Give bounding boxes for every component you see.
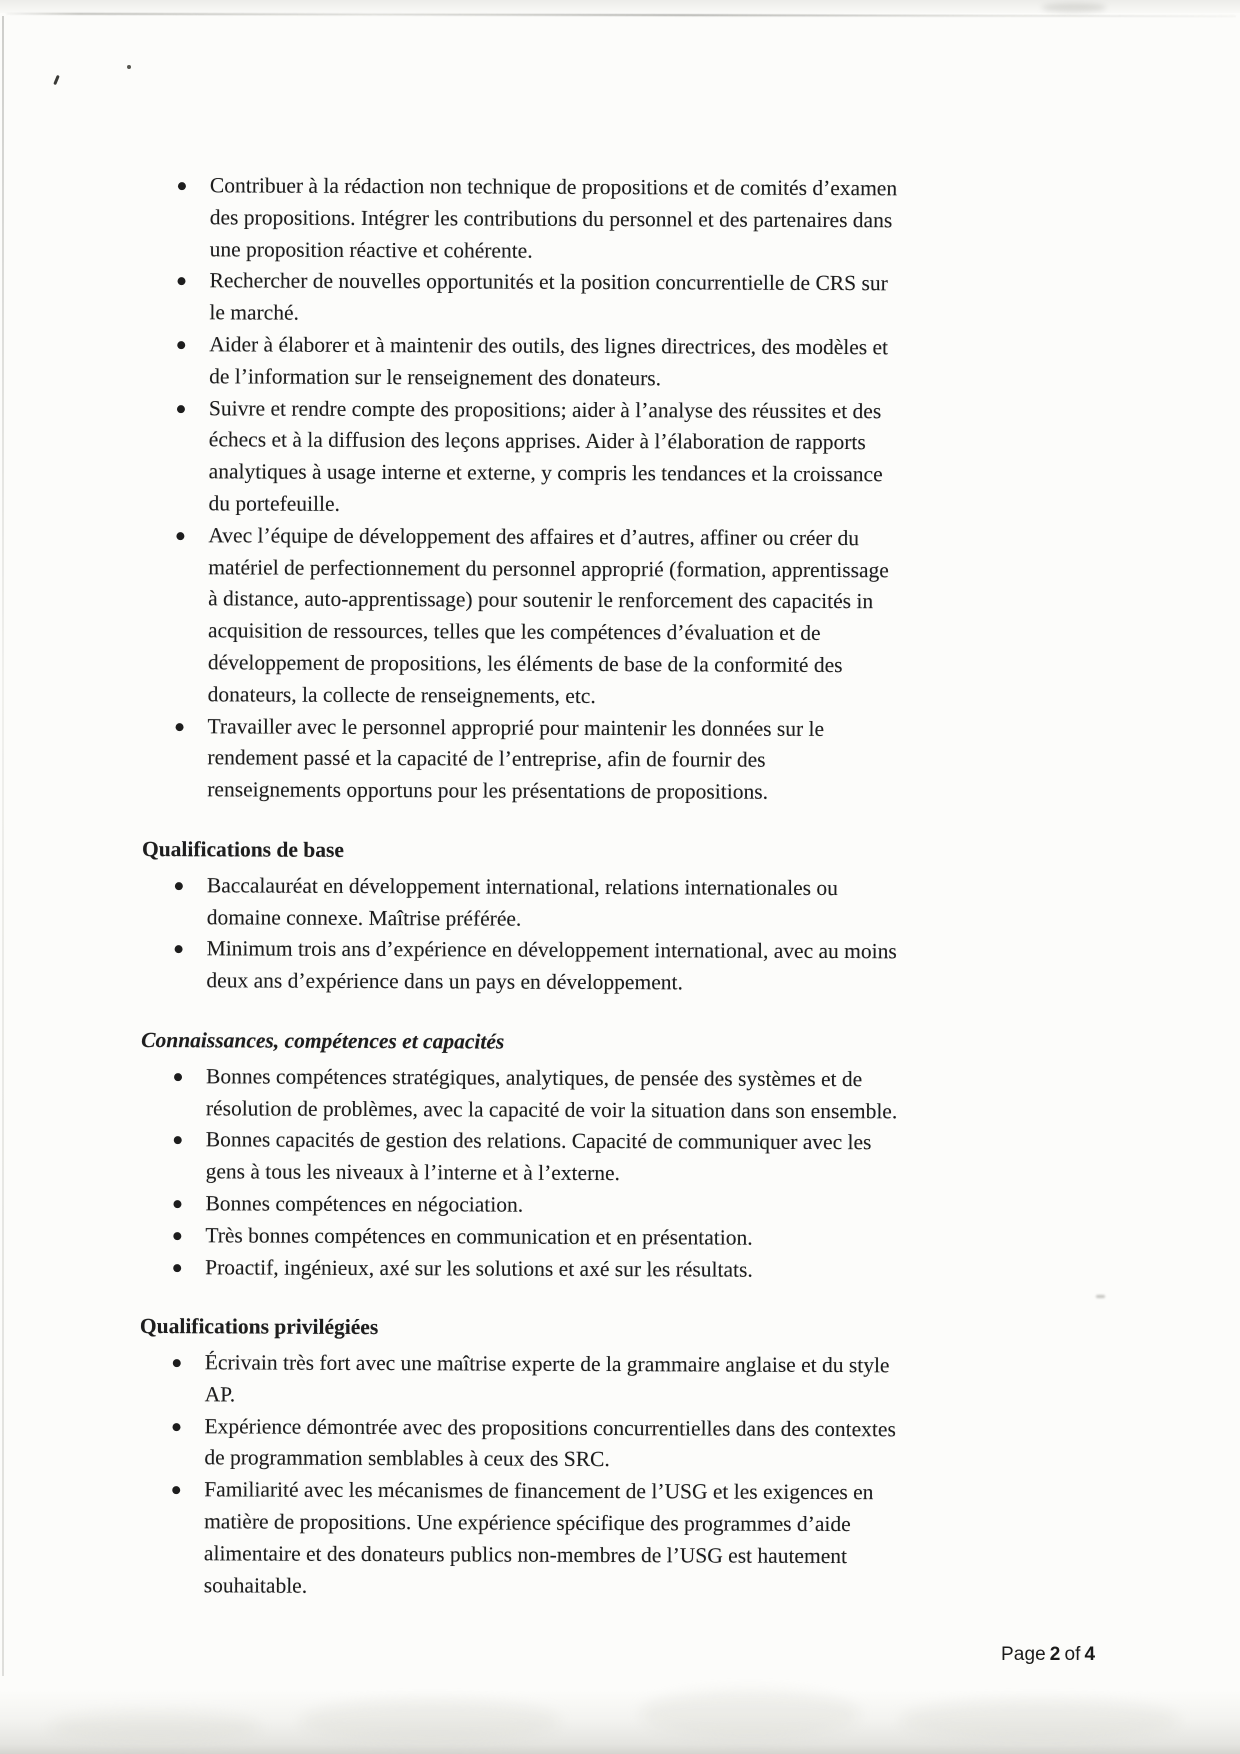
bullet-item xyxy=(142,711,1042,810)
text-line: Aider à élaborer et à maintenir des outils, des lignes directrices, des modèles et xyxy=(209,332,889,360)
footer-page-label: Page xyxy=(1001,1644,1046,1665)
text-line: Bonnes compétences stratégiques, analytiques, de pensée des systèmes et de xyxy=(205,1063,863,1091)
text-line: à distance, auto-apprentissage) pour soutenir le renforcement des capacités in xyxy=(208,586,874,614)
bullet-icon xyxy=(173,1232,181,1240)
text-line: souhaitable. xyxy=(203,1572,308,1598)
text-line: Familiarité avec les mécanismes de financement de l’USG et les exigences en xyxy=(204,1477,874,1505)
scan-blotch xyxy=(900,1700,1180,1740)
scan-edge-top-line xyxy=(6,13,1236,18)
bullet-item xyxy=(142,870,1042,938)
bullet-text xyxy=(205,1220,1040,1255)
text-line: Travailler avec le personnel approprié pour maintenir les données sur le xyxy=(207,713,825,741)
text-line: renseignements opportuns pour les présentations de propositions. xyxy=(207,777,769,804)
document-content xyxy=(139,170,1045,1605)
text-line: Bonnes compétences en négociation. xyxy=(205,1191,524,1217)
text-line: analytiques à usage interne et externe, y compris les tendances et la croissance xyxy=(208,459,883,487)
text-line: Très bonnes compétences en communication et en présentation. xyxy=(205,1222,753,1250)
text-line: une proposition réactive et cohérente. xyxy=(209,236,533,263)
text-line: échecs et à la diffusion des leçons apprises. Aider à l’élaboration de rapports xyxy=(208,427,866,455)
text-line: matériel de perfectionnement du personnel approprié (formation, apprentissage xyxy=(208,554,889,582)
scan-blotch xyxy=(640,1690,860,1738)
text-line: acquisition de ressources, telles que les compétences d’évaluation et de xyxy=(207,618,821,646)
footer-page-number: 2 xyxy=(1049,1644,1061,1665)
bullet-text xyxy=(205,1347,1040,1414)
page-footer xyxy=(1001,1644,1095,1666)
text-line: le marché. xyxy=(209,300,299,325)
bullet-icon xyxy=(177,405,185,413)
text-line: Minimum trois ans d’expérience en développement international, avec au moins xyxy=(206,936,897,964)
bullet-text xyxy=(209,329,1044,396)
section-heading: Qualifications de base xyxy=(141,836,344,862)
bullet-item xyxy=(141,1061,1041,1129)
text-line: Expérience démontrée avec des propositions concurrentielles dans des contextes xyxy=(204,1413,896,1441)
bullet-text xyxy=(205,1252,1040,1287)
bullet-icon xyxy=(172,1423,180,1431)
bullet-icon xyxy=(172,1486,180,1494)
bullet-item xyxy=(139,1474,1040,1605)
text-line: Proactif, ingénieux, axé sur les solutions et axé sur les résultats. xyxy=(205,1254,753,1282)
section-heading: Qualifications privilégiées xyxy=(139,1314,379,1340)
bullet-item xyxy=(140,1188,1040,1224)
scan-blotch xyxy=(300,1700,560,1742)
text-line: gens à tous les niveaux à l’interne et à l’externe. xyxy=(205,1159,620,1186)
text-line: deux ans d’expérience dans un pays en développement. xyxy=(206,968,683,995)
text-line: rendement passé et la capacité de l’entreprise, afin de fournir des xyxy=(207,745,766,773)
text-line: du portefeuille. xyxy=(208,491,340,516)
bullet-item xyxy=(143,393,1044,524)
bullet-item xyxy=(144,265,1044,333)
text-line: matière de propositions. Une expérience spécifique des programmes d’aide xyxy=(204,1509,851,1537)
bullet-icon xyxy=(174,1136,182,1144)
bullet-text xyxy=(207,870,1042,937)
text-line: Suivre et rendre compte des propositions; aider à l’analyse des réussites et des xyxy=(208,395,882,423)
bullet-text xyxy=(206,1125,1041,1192)
bullet-icon xyxy=(177,341,185,349)
bullet-text xyxy=(210,170,1045,269)
text-line: domaine connexe. Maîtrise préférée. xyxy=(206,904,522,931)
bullet-icon xyxy=(176,723,184,731)
bullet-icon xyxy=(173,1200,181,1208)
bullet-text xyxy=(208,520,1044,714)
section-3 xyxy=(140,1025,1041,1287)
text-line: Baccalauréat en développement international, relations internationales ou xyxy=(206,873,838,900)
bullet-text xyxy=(206,934,1041,1001)
footer-total-pages: 4 xyxy=(1084,1644,1096,1665)
bullet-icon xyxy=(173,1359,181,1367)
section-4 xyxy=(139,1311,1040,1605)
text-line: Contribuer à la rédaction non technique de propositions et de comités d’examen xyxy=(209,173,898,201)
bullet-text xyxy=(208,393,1044,524)
bullet-item xyxy=(140,1347,1040,1415)
text-line: de l’information sur le renseignement des donateurs. xyxy=(209,364,662,391)
section-heading: Connaissances, compétences et capacités xyxy=(141,1027,505,1054)
scan-speck-icon xyxy=(127,65,131,69)
bullet-item xyxy=(140,1251,1040,1287)
text-line: développement de propositions, les éléments de base de la conformité des xyxy=(207,650,843,678)
bullet-icon xyxy=(174,1073,182,1081)
text-line: des propositions. Intégrer les contributions du personnel et des partenaires dans xyxy=(209,205,893,233)
bullet-icon xyxy=(178,182,186,190)
bullet-item xyxy=(145,170,1045,269)
bullet-icon xyxy=(176,532,184,540)
footer-of-label: of xyxy=(1064,1644,1081,1665)
scan-speck-icon xyxy=(53,75,60,85)
bullet-item xyxy=(139,1411,1039,1479)
bullet-icon xyxy=(175,882,183,890)
bullet-item xyxy=(143,520,1044,715)
bullet-text xyxy=(204,1411,1039,1478)
scan-blotch xyxy=(50,1712,260,1742)
section-2 xyxy=(141,834,1042,1001)
text-line: de programmation semblables à ceux des SRC. xyxy=(204,1445,610,1472)
bullet-text xyxy=(205,1188,1040,1223)
text-line: Avec l’équipe de développement des affaires et d’autres, affiner ou créer du xyxy=(208,523,860,550)
bullet-text xyxy=(209,266,1044,333)
bullet-item xyxy=(141,1124,1041,1192)
section-1 xyxy=(142,170,1045,810)
text-line: Écrivain très fort avec une maîtrise experte de la grammaire anglaise et du style xyxy=(204,1350,890,1378)
scan-smudge xyxy=(1042,3,1106,12)
text-line: donateurs, la collecte de renseignements, etc. xyxy=(207,682,596,708)
scan-edge-left-line xyxy=(2,16,4,1676)
text-line: Rechercher de nouvelles opportunités et la position concurrentielle de CRS sur xyxy=(209,268,888,296)
bullet-item xyxy=(140,1220,1040,1256)
bullet-item xyxy=(141,933,1041,1001)
bullet-item xyxy=(144,329,1044,397)
text-line: résolution de problèmes, avec la capacité de voir la situation dans son ensemble. xyxy=(205,1095,898,1123)
bullet-icon xyxy=(173,1264,181,1272)
bullet-text xyxy=(206,1061,1041,1128)
bullet-text xyxy=(204,1475,1040,1606)
text-line: AP. xyxy=(204,1382,236,1407)
scan-smudge xyxy=(1096,1295,1105,1298)
bullet-icon xyxy=(177,278,185,286)
text-line: alimentaire et des donateurs publics non-membres de l’USG est hautement xyxy=(203,1541,848,1568)
bullet-text xyxy=(207,711,1042,810)
bullet-icon xyxy=(175,945,183,953)
text-line: Bonnes capacités de gestion des relations. Capacité de communiquer avec les xyxy=(205,1127,872,1155)
